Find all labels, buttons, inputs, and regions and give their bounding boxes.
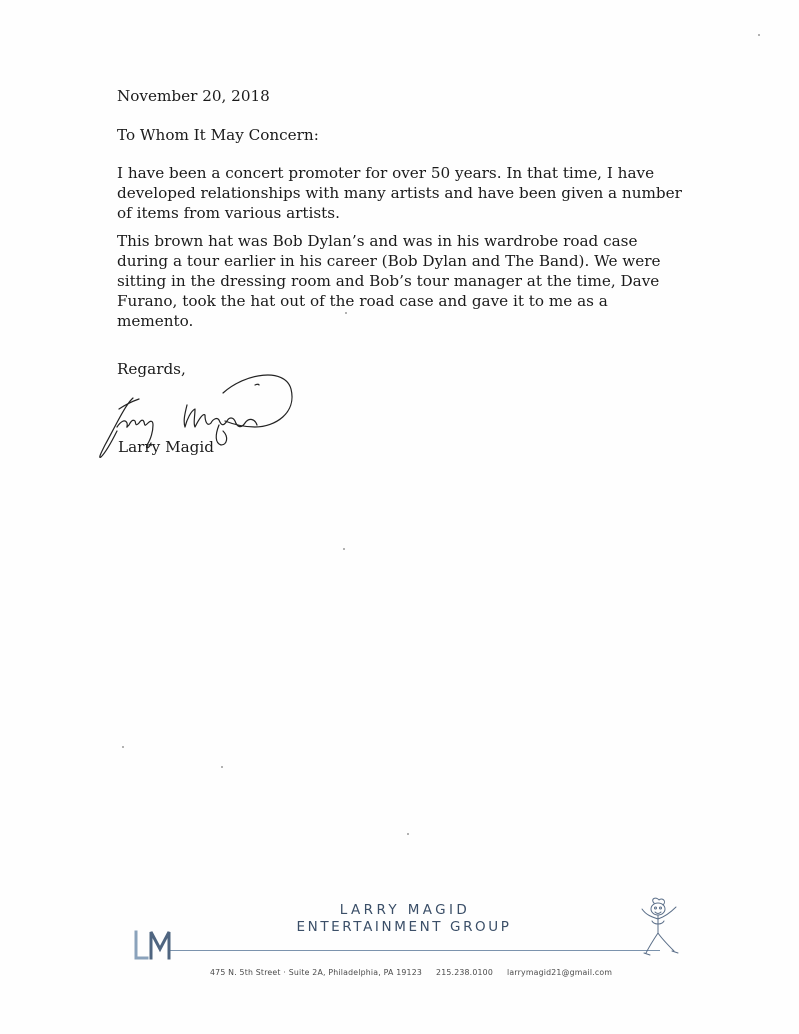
scan-speck (345, 312, 347, 314)
letter-closing: Regards, (117, 360, 186, 378)
letterhead-email: larrymagid21@gmail.com (507, 968, 613, 977)
mascot-figure-icon (632, 895, 684, 957)
letter-paragraph-1: I have been a concert promoter for over 50 years. In that time, I have developed relationships with many artists and have been given a number of items from various artists. (117, 164, 682, 222)
signer-name: Larry Magid (118, 438, 214, 456)
scan-speck (407, 833, 409, 835)
letterhead-address: 475 N. 5th Street · Suite 2A, Philadelphia, PA 19123 (210, 968, 423, 977)
letter-paragraph-2: This brown hat was Bob Dylan’s and was in his wardrobe road case during a tour earlier in his career (Bob Dylan and The Band). We were sitting in the dressing room and Bob’s tour manager at the time, Dave Furano, took the hat out of the road case and gave it to me as a memento. (117, 232, 661, 330)
scan-speck (758, 34, 760, 36)
letterhead-rule (170, 950, 660, 951)
letterhead-footer (0, 895, 799, 1005)
company-name: LARRY MAGID (339, 902, 471, 918)
letter-body (117, 86, 687, 379)
company-group: ENTERTAINMENT GROUP (296, 919, 512, 935)
letterhead-phone: 215.238.0100 (436, 968, 493, 977)
letter-date: November 20, 2018 (117, 87, 270, 105)
lm-monogram-icon (133, 929, 179, 961)
letter-salutation: To Whom It May Concern: (117, 126, 319, 144)
scan-speck (122, 746, 124, 748)
scan-speck (343, 548, 345, 550)
scan-speck (221, 766, 223, 768)
letterhead-contact-line (210, 968, 613, 977)
